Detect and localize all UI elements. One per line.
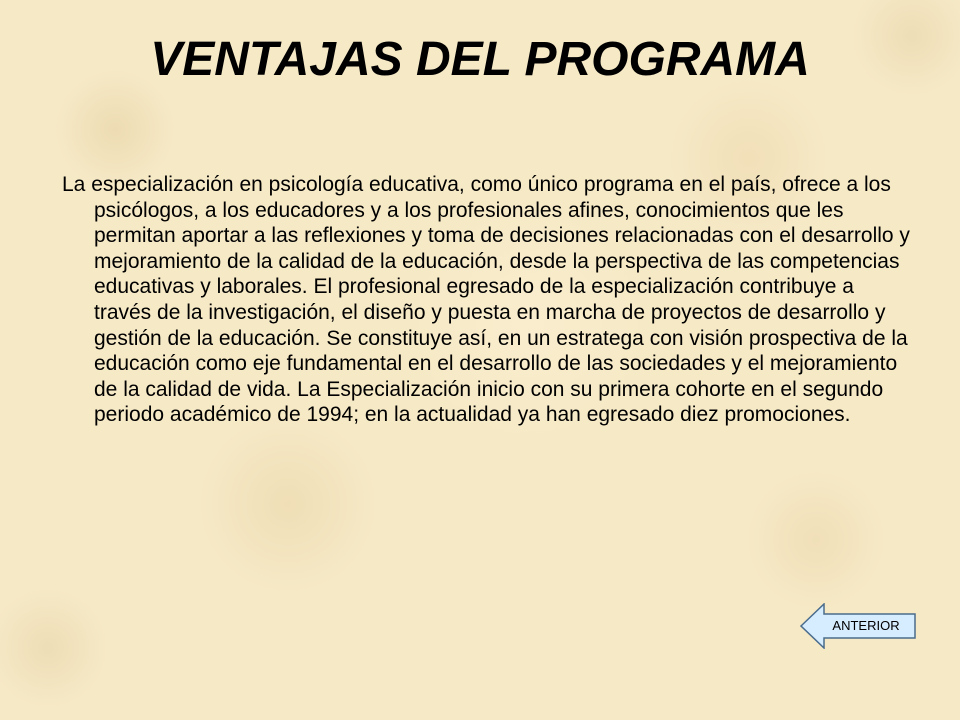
previous-button-label: ANTERIOR <box>832 618 900 633</box>
body-paragraph: La especialización en psicología educativa, como único programa en el país, ofrece a los psicólogos, a los educadores y a los profesionales afines, conocimientos que les permitan aportar a las reflexiones y toma de decisiones relacionadas con el desarrollo y mejoramiento de la calidad de la educación, desde la perspectiva de las competencias educativas y laborales. El profesional egresado de la especialización contribuye a través de la investigación, el diseño y puesta en marcha de proyectos de desarrollo y gestión de la educación. Se constituye así, en un estratega con visión prospectiva de la educación como eje fundamental en el desarrollo de las sociedades y el mejoramiento de la calidad de vida. La Especialización inicio con su primera cohorte en el segundo periodo académico de 1994; en la actualidad ya han egresado diez promociones. <box>62 173 910 427</box>
previous-button[interactable] <box>800 603 916 649</box>
slide-title: VENTAJAS DEL PROGRAMA <box>150 33 810 86</box>
